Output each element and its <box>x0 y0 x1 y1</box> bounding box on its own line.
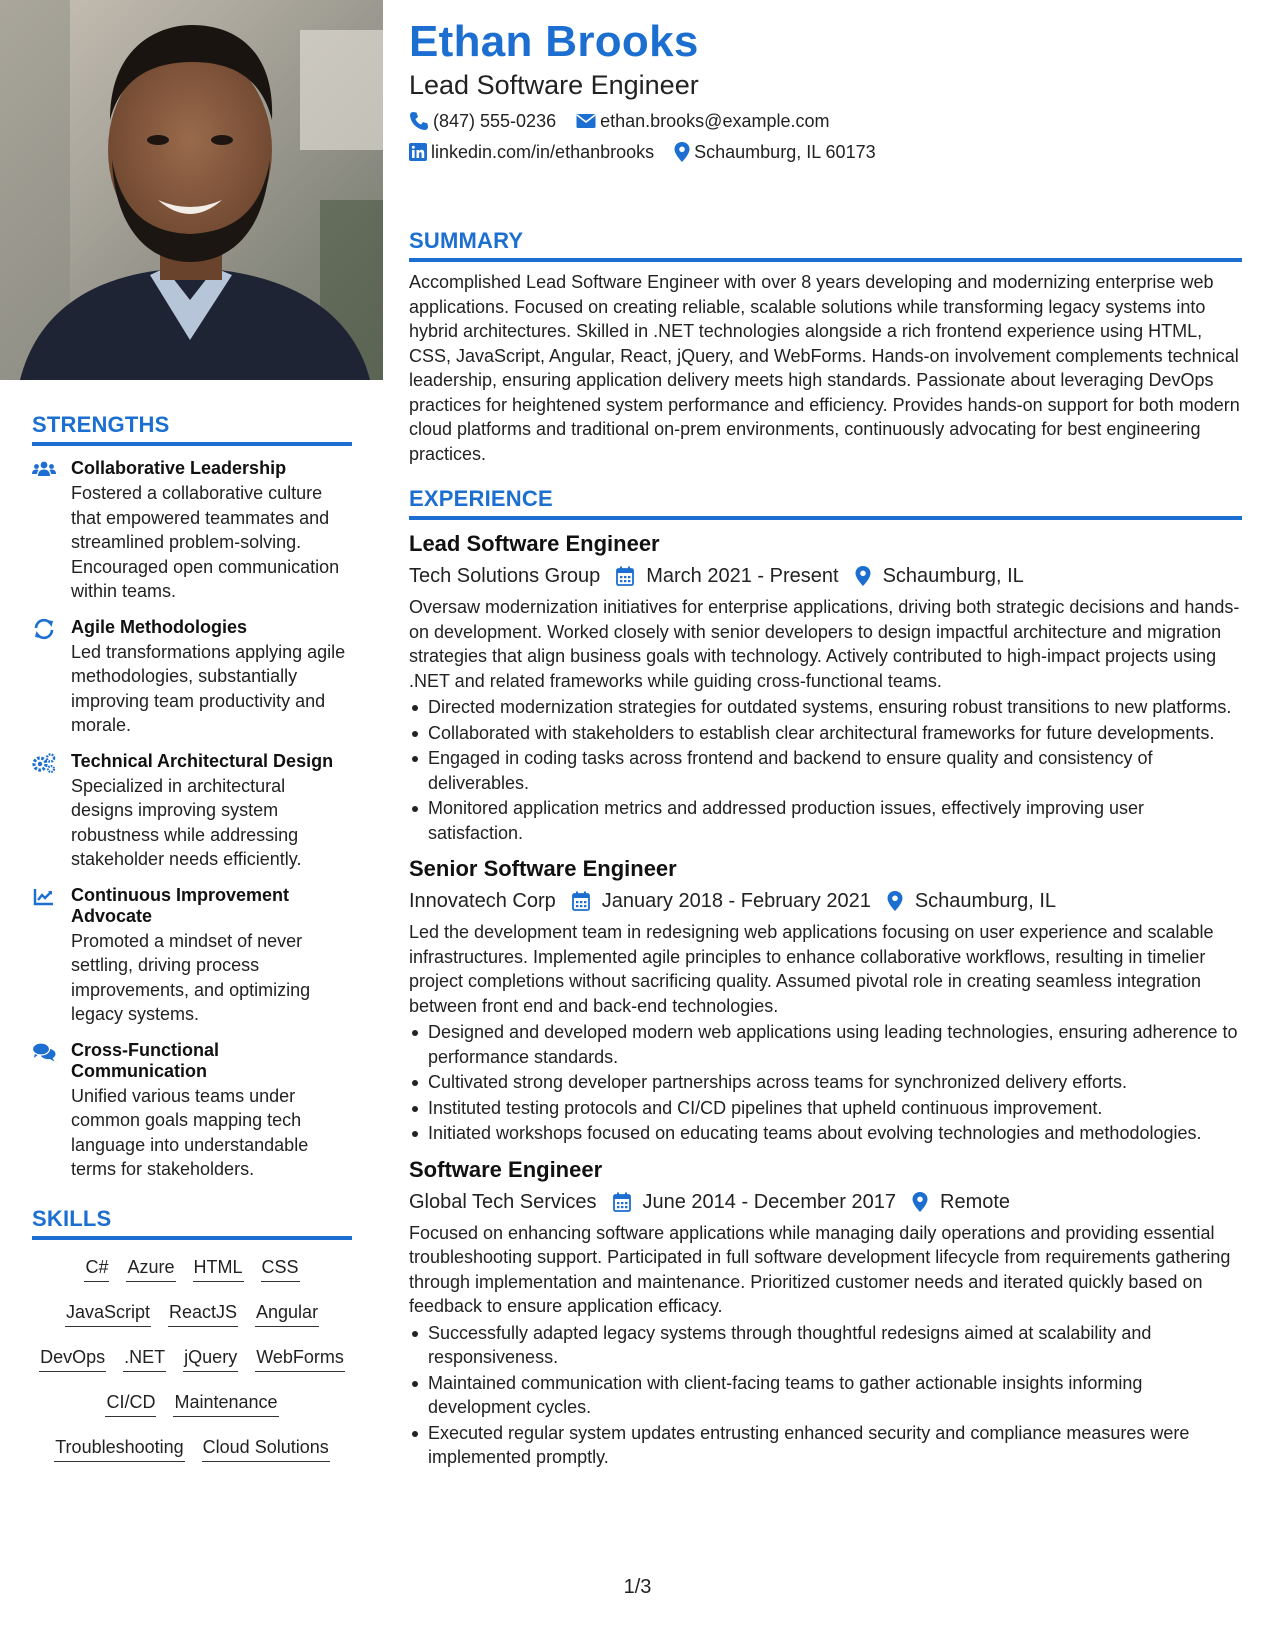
dates-text: March 2021 - Present <box>646 565 839 587</box>
list-item: Monitored application metrics and addressed production issues, effectively improving user satisfaction. <box>409 796 1242 845</box>
phone-text: (847) 555-0236 <box>433 111 557 131</box>
job-description: Oversaw modernization initiatives for enterprise applications, driving both strategic decisions and hands-on development. Worked closely with senior developers to design impactful architecture and migration strategies that align business goals with technology. Actively contributed to high-impact projects using .NET and related frameworks while guiding cross-functional teams. <box>409 597 1240 691</box>
strength-title: Collaborative Leadership <box>71 458 287 478</box>
skill-tag: Troubleshooting <box>54 1434 184 1462</box>
skill-tag: C# <box>84 1254 109 1282</box>
list-item: Instituted testing protocols and CI/CD pipelines that upheld continuous improvement. <box>409 1096 1242 1121</box>
list-item: Collaborated with stakeholders to establish clear architectural frameworks for future developments. <box>409 721 1242 746</box>
job-entry <box>409 530 1242 845</box>
strength-title: Continuous Improvement Advocate <box>71 884 290 926</box>
list-item: Cultivated strong developer partnerships across teams for synchronized delivery efforts. <box>409 1070 1242 1095</box>
skill-tag: Cloud Solutions <box>202 1434 330 1462</box>
skills-row <box>32 1344 352 1372</box>
skills-heading: SKILLS <box>32 1206 352 1240</box>
strength-description: Specialized in architectural designs improving system robustness while addressing stakeholder needs efficiently. <box>71 775 302 869</box>
skill-tag: HTML <box>193 1254 244 1282</box>
strength-description: Unified various teams under common goals mapping tech language into understandable terms for stakeholders. <box>71 1085 309 1179</box>
strength-item <box>32 751 352 872</box>
skill-tag: JavaScript <box>65 1299 151 1327</box>
summary-text: Accomplished Lead Software Engineer with over 8 years developing and modernizing enterprise web applications. Focused on creating reliable, scalable solutions while transforming legacy systems into hybrid architectures. Skilled in .NET technologies alongside a rich frontend experience using HTML, CSS, JavaScript, Angular, React, jQuery, and WebForms. Hands-on involvement complements technical leadership, ensuring application delivery meets high standards. Passionate about leveraging DevOps practices for heightened system performance and efficiency. Provides hands-on support for both modern cloud platforms and traditional on-prem environments, continuously advocating for best engineering practices. <box>409 272 1240 464</box>
map-pin-icon <box>912 1192 928 1212</box>
skills-row <box>32 1389 352 1417</box>
location-text: Remote <box>940 1190 1011 1213</box>
strength-title: Agile Methodologies <box>71 616 248 637</box>
skill-tag: Azure <box>126 1254 175 1282</box>
job-title: Lead Software Engineer <box>409 531 660 556</box>
job-meta <box>409 1189 1242 1215</box>
chart-line-icon <box>32 886 56 908</box>
skill-tag: jQuery <box>183 1344 238 1372</box>
strength-title: Technical Architectural Design <box>71 750 334 771</box>
job-entry <box>409 1156 1242 1470</box>
job-bullets <box>409 1020 1242 1146</box>
list-item: Designed and developed modern web applications using leading technologies, ensuring adherence to performance standards. <box>409 1020 1242 1069</box>
strength-description: Promoted a mindset of never settling, driving process improvements, and optimizing legacy systems. <box>71 930 311 1024</box>
company <box>409 1189 597 1215</box>
calendar-icon <box>613 1192 631 1212</box>
calendar-icon <box>572 891 590 911</box>
list-item: Initiated workshops focused on educating teams about evolving technologies and methodologies. <box>409 1121 1242 1146</box>
skill-tag: CI/CD <box>105 1389 156 1417</box>
candidate-name: Ethan Brooks <box>409 17 699 66</box>
gears-icon <box>32 752 56 774</box>
company <box>409 563 600 589</box>
dates-text: January 2018 - February 2021 <box>601 890 871 912</box>
envelope-icon <box>576 113 596 129</box>
strength-description: Fostered a collaborative culture that empowered teammates and streamlined problem-solving. Encouraged open communication within teams. <box>71 483 340 601</box>
skill-tag: ReactJS <box>168 1299 238 1327</box>
strength-description: Led transformations applying agile methodologies, substantially improving team productivity and morale. <box>71 641 346 735</box>
company <box>409 888 556 914</box>
skills-list <box>32 1254 352 1462</box>
job-location <box>855 563 1024 589</box>
skill-tag: DevOps <box>39 1344 106 1372</box>
location-text: Schaumburg, IL <box>914 890 1057 912</box>
job-title: Software Engineer <box>409 1156 603 1182</box>
page-number: 1/3 <box>623 1576 652 1598</box>
job-entry <box>409 855 1242 1146</box>
list-item: Engaged in coding tasks across frontend and backend to ensure quality and consistency of deliverables. <box>409 746 1242 795</box>
linkedin-contact[interactable] <box>409 140 654 164</box>
map-pin-icon <box>855 566 871 586</box>
skills-row <box>32 1434 352 1462</box>
right-column <box>409 16 1242 1470</box>
profile-photo <box>0 0 383 380</box>
location-text: Schaumburg, IL <box>882 565 1024 587</box>
summary-heading: SUMMARY <box>409 228 1242 262</box>
comments-icon <box>32 1041 56 1063</box>
skill-tag: CSS <box>261 1254 300 1282</box>
job-dates <box>613 1189 897 1215</box>
phone-contact[interactable] <box>409 109 556 133</box>
company-name: Tech Solutions Group <box>409 565 601 587</box>
map-pin-icon <box>887 891 903 911</box>
strength-item <box>32 885 352 1027</box>
email-text: ethan.brooks@example.com <box>600 111 830 131</box>
contact-row <box>409 140 1242 164</box>
skill-tag: WebForms <box>255 1344 345 1372</box>
strength-item <box>32 1040 352 1182</box>
skill-tag: Maintenance <box>173 1389 278 1417</box>
strengths-heading: STRENGTHS <box>32 412 352 446</box>
job-dates <box>572 888 871 914</box>
job-meta <box>409 563 1242 589</box>
list-item: Directed modernization strategies for outdated systems, ensuring robust transitions to new platforms. <box>409 695 1242 720</box>
location-contact <box>674 140 875 164</box>
skills-row <box>32 1254 352 1282</box>
linkedin-text: linkedin.com/in/ethanbrooks <box>431 142 655 162</box>
candidate-role: Lead Software Engineer <box>409 70 699 100</box>
skill-tag: Angular <box>255 1299 319 1327</box>
phone-icon <box>409 111 429 131</box>
sync-icon <box>32 618 56 640</box>
calendar-icon <box>616 566 634 586</box>
skill-tag: .NET <box>123 1344 166 1372</box>
job-bullets <box>409 695 1242 845</box>
job-description: Focused on enhancing software applications while managing daily operations and providing essential troubleshooting support. Participated in full software development lifecycle from requirements gathering through implementation and maintenance. Prioritized customer needs and iterated quickly based on feedback to ensure application efficacy. <box>409 1222 1231 1316</box>
contact-row <box>409 109 1242 133</box>
job-bullets <box>409 1321 1242 1470</box>
list-item: Maintained communication with client-facing teams to gather actionable insights informing development cycles. <box>409 1371 1242 1420</box>
job-meta <box>409 888 1242 914</box>
left-column <box>32 412 352 1479</box>
strengths-list <box>32 458 352 1182</box>
job-title: Senior Software Engineer <box>409 856 677 881</box>
strength-item <box>32 458 352 604</box>
job-location <box>912 1189 1010 1215</box>
strength-title: Cross-Functional Communication <box>71 1039 220 1081</box>
strength-item <box>32 617 352 738</box>
users-icon <box>32 459 56 481</box>
company-name: Innovatech Corp <box>409 890 556 912</box>
map-pin-icon <box>674 142 690 162</box>
location-text: Schaumburg, IL 60173 <box>694 142 876 162</box>
skills-row <box>32 1299 352 1327</box>
company-name: Global Tech Services <box>409 1190 597 1213</box>
list-item: Executed regular system updates entrusting enhanced security and compliance measures were implemented promptly. <box>409 1421 1242 1470</box>
list-item: Successfully adapted legacy systems through thoughtful redesigns aimed at scalability and responsiveness. <box>409 1321 1242 1370</box>
job-location <box>887 888 1056 914</box>
job-description: Led the development team in redesigning web applications focusing on user experience and scalable infrastructures. Implemented agile principles to enhance collaborative workflows, resulting in timelier project completions without sacrificing quality. Assumed pivotal role in creating seamless integration between front end and back-end technologies. <box>409 922 1214 1016</box>
dates-text: June 2014 - December 2017 <box>642 1190 896 1213</box>
linkedin-icon <box>409 143 427 161</box>
email-contact[interactable] <box>576 109 829 133</box>
job-dates <box>616 563 838 589</box>
experience-heading: EXPERIENCE <box>409 486 1242 520</box>
